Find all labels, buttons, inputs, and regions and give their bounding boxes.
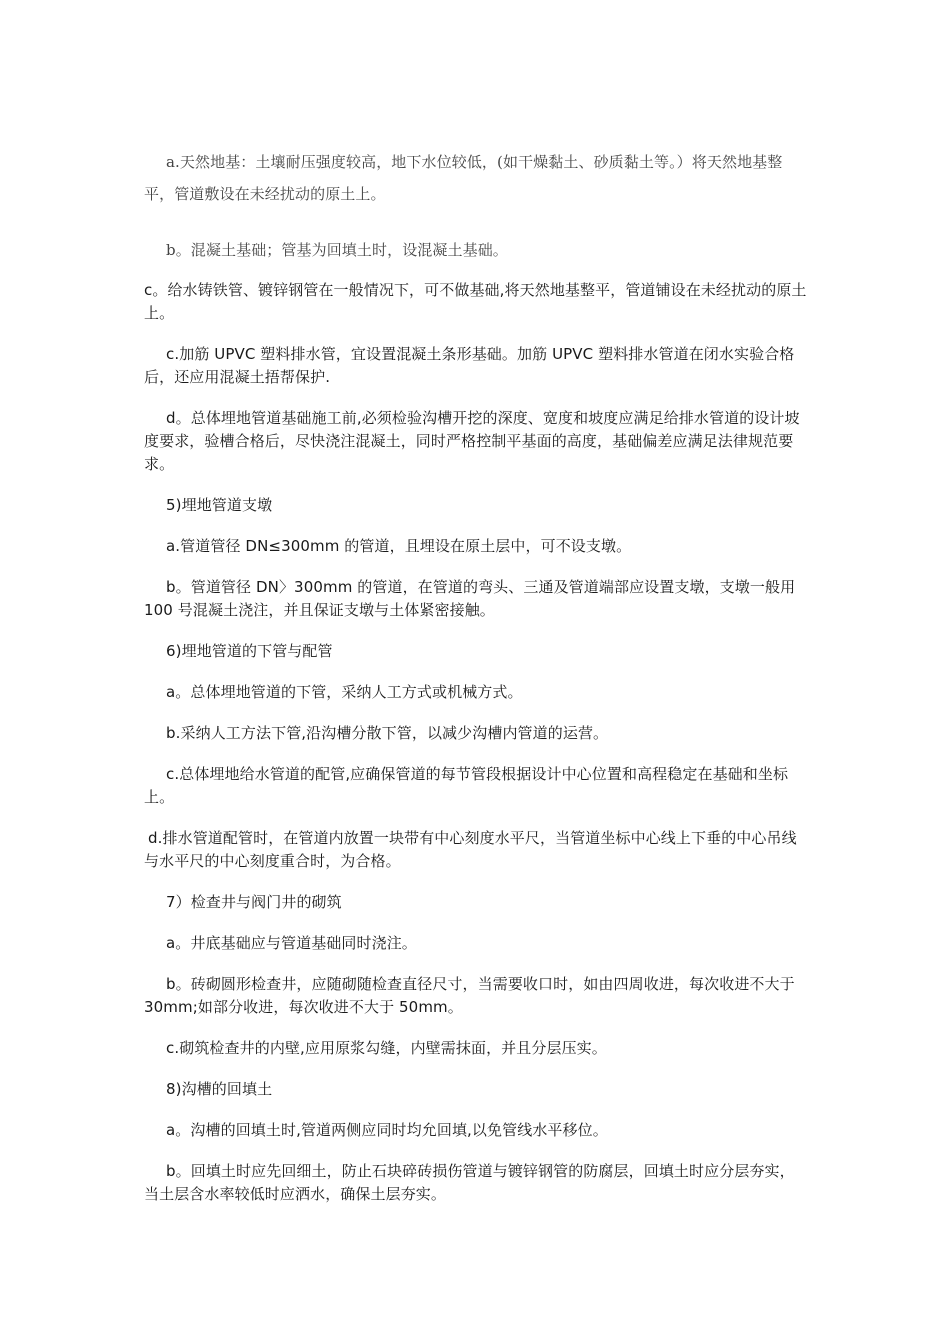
heading-pipe-lowering: 6)埋地管道的下管与配管 <box>166 642 333 660</box>
paragraph-natural-foundation: a.天然地基：土壤耐压强度较高，地下水位较低，(如干燥黏土、砂质黏土等。）将天然地基整平，管道敷设在未经扰动的原土上。 <box>144 153 783 203</box>
paragraph-drain-pipe-assembly: d.排水管道配管时，在管道内放置一块带有中心刻度水平尺，当管道坐标中心线上下垂的中心吊线与水平尺的中心刻度重合时，为合格。 <box>144 829 797 870</box>
document-body <box>144 146 808 1206</box>
paragraph-support-large-diameter: b。管道管径 DN〉300mm 的管道，在管道的弯头、三通及管道端部应设置支墩，支墩一般用 100 号混凝土浇注，并且保证支墩与土体紧密接触。 <box>144 578 796 619</box>
paragraph-lowering-method: a。总体埋地管道的下管，采纳人工方式或机械方式。 <box>166 683 523 701</box>
paragraph-support-small-diameter: a.管道管径 DN≤300mm 的管道，且埋设在原土层中，可不设支墩。 <box>166 537 632 555</box>
paragraph-manual-lowering: b.采纳人工方法下管,沿沟槽分散下管，以减少沟槽内管道的运营。 <box>166 724 609 742</box>
heading-pipe-support: 5)埋地管道支墩 <box>166 496 273 514</box>
paragraph-brick-manhole: b。砖砌圆形检查井，应随砌随检查直径尺寸，当需要收口时，如由四周收进，每次收进不大于 30mm;如部分收进，每次收进不大于 50mm。 <box>144 975 795 1016</box>
paragraph-water-pipe-assembly: c.总体埋地给水管道的配管,应确保管道的每节管段根据设计中心位置和高程稳定在基础和坐标上。 <box>144 765 789 806</box>
paragraph-backfill-both-sides: a。沟槽的回填土时,管道两侧应同时均允回填,以免管线水平移位。 <box>166 1121 608 1139</box>
paragraph-upvc-pipe: c.加筋 UPVC 塑料排水管，宜设置混凝土条形基础。加筋 UPVC 塑料排水管道在闭水实验合格后，还应用混凝土捂帮保护. <box>144 345 795 386</box>
heading-manhole-masonry: 7）检查井与阀门井的砌筑 <box>166 893 342 911</box>
paragraph-backfill-compaction: b。回填土时应先回细土，防止石块碎砖损伤管道与镀锌钢管的防腐层，回填土时应分层夯实，当土层含水率较低时应洒水，确保土层夯实。 <box>144 1162 795 1203</box>
paragraph-foundation-construction: d。总体埋地管道基础施工前,必须检验沟槽开挖的深度、宽度和坡度应满足给排水管道的设计坡度要求，验槽合格后，尽快浇注混凝土，同时严格控制平基面的高度，基础偏差应满足法律规范要求。 <box>144 409 800 473</box>
heading-trench-backfill: 8)沟槽的回填土 <box>166 1080 273 1098</box>
paragraph-manhole-base: a。井底基础应与管道基础同时浇注。 <box>166 934 417 952</box>
paragraph-cast-iron-pipe: c。给水铸铁管、镀锌钢管在一般情况下，可不做基础,将天然地基整平，管道铺设在未经扰动的原土上。 <box>144 281 807 322</box>
paragraph-concrete-foundation: b。混凝土基础；管基为回填土时，设混凝土基础。 <box>166 241 508 259</box>
paragraph-manhole-wall: c.砌筑检查井的内壁,应用原浆勾缝，内壁需抹面，并且分层压实。 <box>166 1039 607 1057</box>
